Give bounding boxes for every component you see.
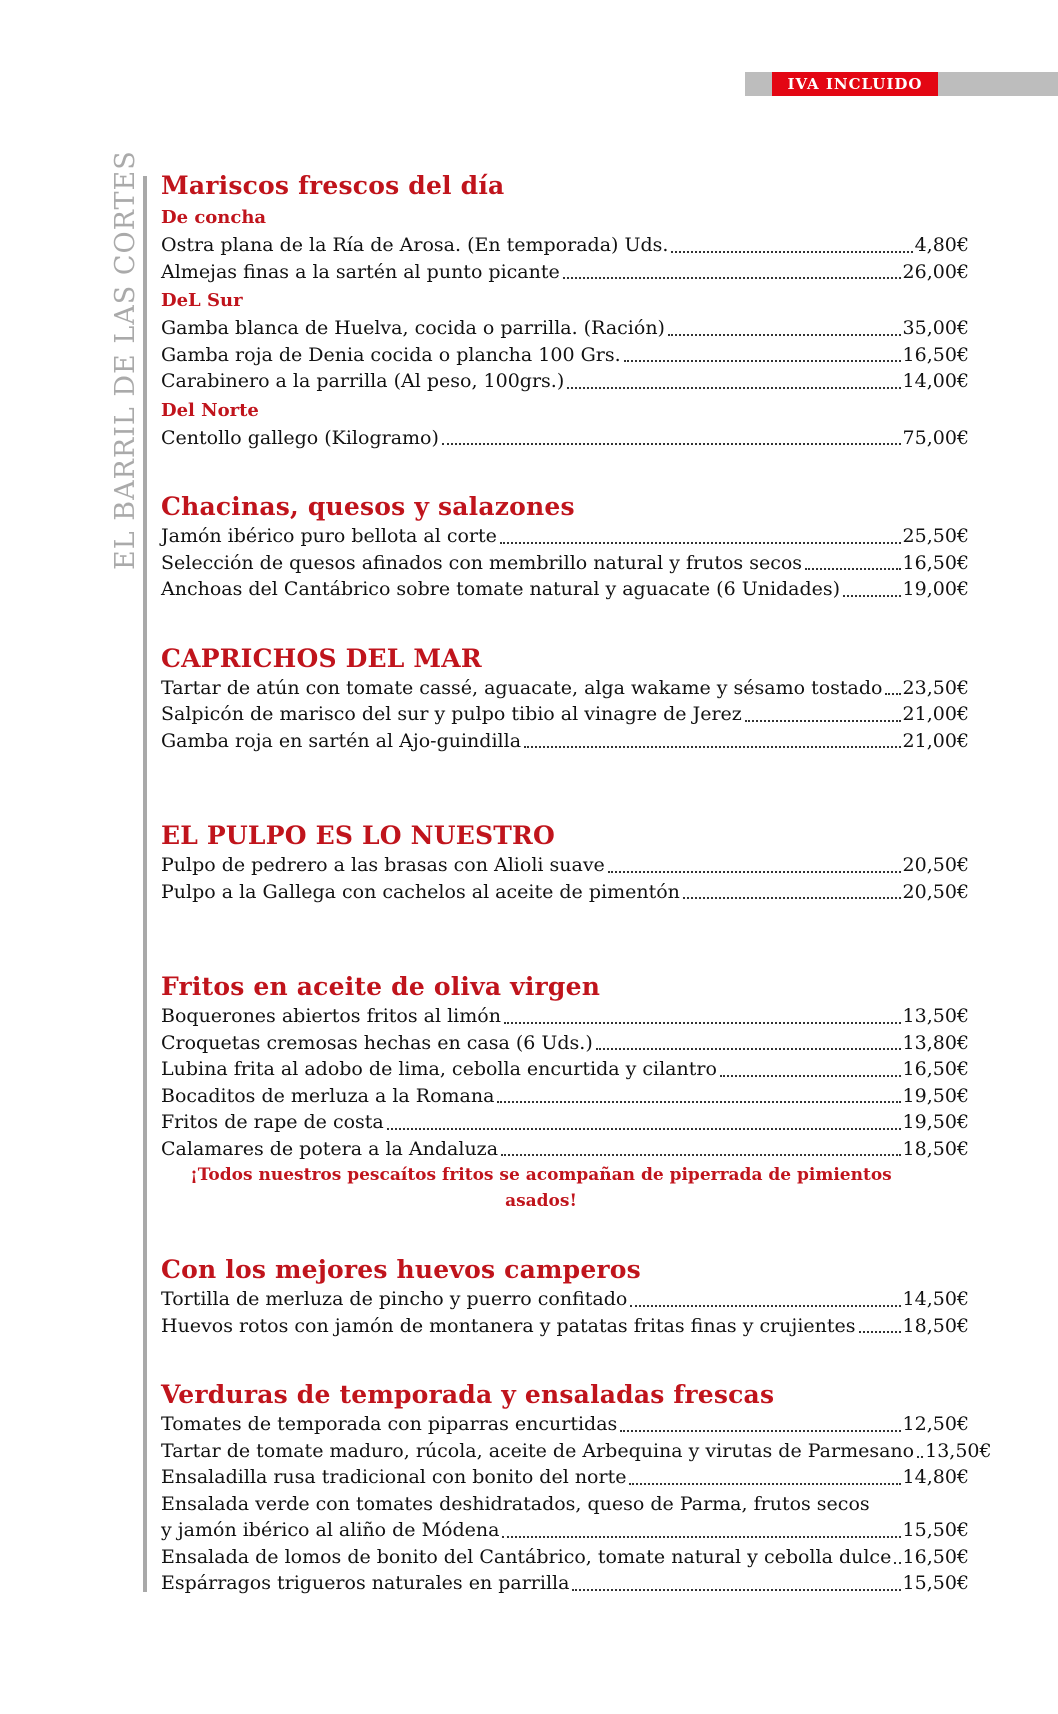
- menu-item-price: 13,80€: [902, 1031, 969, 1054]
- menu-item: [161, 879, 969, 906]
- menu-item-name: Anchoas del Cantábrico sobre tomate natural y aguacate (6 Unidades): [161, 578, 841, 600]
- leader-dots: [624, 360, 901, 362]
- menu-item-name: Calamares de potera a la Andaluza: [161, 1137, 499, 1160]
- menu-item-price: 21,00€: [902, 729, 969, 752]
- menu-item-name: Gamba roja en sartén al Ajo-guindilla: [161, 729, 522, 752]
- menu-item-name: Almejas finas a la sartén al punto picante: [161, 260, 560, 283]
- menu-item-price: 18,50€: [902, 1137, 969, 1160]
- menu-item-price: 19,50€: [902, 1084, 969, 1107]
- menu-item: [161, 232, 969, 259]
- menu-item: [161, 1030, 969, 1057]
- menu-item: [161, 576, 969, 603]
- section-title-pulpo: EL PULPO ES LO NUESTRO: [161, 821, 555, 850]
- menu-item-price: 14,00€: [902, 370, 969, 392]
- list-huevos: [161, 1286, 969, 1339]
- menu-item: [161, 1056, 969, 1083]
- menu-item-name: Tartar de atún con tomate cassé, aguacate, alga wakame y sésamo tostado: [161, 676, 883, 699]
- menu-item: [161, 1411, 969, 1438]
- subsection-norte: Del Norte: [161, 399, 259, 421]
- menu-item: [161, 1544, 969, 1571]
- subsection-concha: De concha: [161, 207, 267, 228]
- list-chacinas: [161, 523, 969, 603]
- menu-item: [161, 852, 969, 879]
- list-sur: [161, 315, 969, 395]
- menu-item-price: 25,50€: [902, 525, 969, 547]
- leader-dots: [500, 542, 901, 544]
- leader-dots: [608, 871, 901, 873]
- menu-item-name: Tartar de tomate maduro, rúcola, aceite de Arbequina y virutas de Parmesano: [161, 1439, 915, 1462]
- section-title-verduras: Verduras de temporada y ensaladas frescas: [161, 1380, 775, 1409]
- leader-dots: [567, 387, 900, 389]
- menu-item: [161, 675, 969, 702]
- leader-dots: [501, 1154, 900, 1156]
- leader-dots: [387, 1128, 901, 1130]
- leader-dots: [683, 897, 901, 899]
- menu-item-name: Salpicón de marisco del sur y pulpo tibio al vinagre de Jerez: [161, 703, 742, 725]
- menu-body: [161, 170, 992, 1597]
- menu-item: [161, 523, 969, 550]
- leader-dots: [620, 1430, 900, 1432]
- menu-item-price: 20,50€: [902, 854, 969, 876]
- menu-item-price: 16,50€: [902, 1545, 969, 1568]
- vertical-restaurant-title: EL BARRIL DE LAS CORTES: [110, 150, 141, 570]
- section-title-huevos: Con los mejores huevos camperos: [161, 1255, 641, 1284]
- leader-dots: [668, 334, 901, 336]
- menu-item-price: 16,50€: [902, 343, 969, 366]
- leader-dots: [524, 746, 900, 748]
- menu-item: [161, 259, 969, 286]
- menu-item-price: 4,80€: [914, 234, 969, 256]
- menu-item-name: Selección de quesos afinados con membrillo natural y frutos secos: [161, 551, 803, 574]
- subsection-sur: DeL Sur: [161, 290, 243, 311]
- leader-dots: [745, 720, 901, 722]
- menu-item-name: y jamón ibérico al aliño de Módena: [161, 1519, 500, 1541]
- menu-item: [161, 701, 969, 728]
- menu-item-price: 13,50€: [925, 1439, 992, 1462]
- menu-item-price: 16,50€: [902, 1058, 969, 1080]
- menu-item: [161, 315, 969, 342]
- menu-item-price: 14,50€: [902, 1288, 969, 1310]
- menu-item-name: Jamón ibérico puro bellota al corte: [161, 525, 497, 547]
- section-title-caprichos: CAPRICHOS DEL MAR: [161, 643, 482, 673]
- leader-dots: [596, 1048, 901, 1050]
- menu-item: [161, 1136, 969, 1163]
- menu-item-price: 16,50€: [902, 551, 969, 574]
- menu-item-name: Carabinero a la parrilla (Al peso, 100grs.): [161, 370, 565, 392]
- section-title-chacinas: Chacinas, quesos y salazones: [161, 492, 575, 521]
- iva-badge: IVA INCLUIDO: [772, 72, 938, 96]
- menu-item-price: 13,50€: [902, 1005, 969, 1027]
- menu-item-name: Pulpo a la Gallega con cachelos al aceite de pimentón: [161, 880, 680, 903]
- list-caprichos: [161, 675, 969, 755]
- menu-item: [161, 425, 969, 452]
- menu-item-price: 18,50€: [902, 1314, 969, 1337]
- menu-item-name: Gamba blanca de Huelva, cocida o parrilla. (Ración): [161, 317, 665, 339]
- menu-item: [161, 728, 969, 755]
- menu-item-price: 23,50€: [902, 676, 969, 699]
- menu-item-price: 75,00€: [902, 426, 969, 449]
- leader-dots: [805, 568, 900, 570]
- fritos-note-line-2: asados!: [505, 1191, 577, 1211]
- list-concha: [161, 232, 969, 285]
- menu-item-name: Pulpo de pedrero a las brasas con Alioli suave: [161, 854, 605, 876]
- menu-item: [161, 342, 969, 369]
- leader-dots: [859, 1331, 901, 1333]
- menu-item: [161, 1003, 969, 1030]
- leader-dots: [885, 693, 900, 695]
- list-fritos: [161, 1003, 969, 1162]
- leader-dots: [563, 277, 901, 279]
- menu-item-name: Ensaladilla rusa tradicional con bonito del norte: [161, 1466, 627, 1488]
- section-title-fritos: Fritos en aceite de oliva virgen: [161, 972, 601, 1001]
- leader-dots: [629, 1483, 900, 1485]
- menu-item-name: Gamba roja de Denia cocida o plancha 100 Grs.: [161, 343, 621, 366]
- fritos-note-line-1: ¡Todos nuestros pescaítos fritos se acompañan de piperrada de pimientos: [190, 1165, 892, 1185]
- menu-item: [161, 1438, 992, 1465]
- menu-item-name: Fritos de rape de costa: [161, 1111, 384, 1133]
- menu-item-price: 14,80€: [902, 1466, 969, 1488]
- menu-item-name: Huevos rotos con jamón de montanera y patatas fritas finas y crujientes: [161, 1314, 856, 1337]
- leader-dots: [917, 1456, 923, 1458]
- menu-item-name: Tomates de temporada con piparras encurtidas: [161, 1413, 618, 1435]
- leader-dots: [572, 1589, 900, 1591]
- menu-item-name: Tortilla de merluza de pincho y puerro confitado: [161, 1288, 628, 1310]
- menu-item-name: Ensalada de lomos de bonito del Cantábrico, tomate natural y cebolla dulce: [161, 1545, 892, 1568]
- menu-item-price: 26,00€: [902, 260, 969, 283]
- menu-item-name: Espárragos trigueros naturales en parrilla: [161, 1572, 570, 1594]
- menu-item-name: Ostra plana de la Ría de Arosa. (En temporada) Uds.: [161, 234, 669, 256]
- menu-item: [161, 368, 969, 395]
- leader-dots: [894, 1562, 900, 1564]
- menu-item: [161, 1286, 969, 1313]
- menu-item: [161, 1313, 969, 1340]
- menu-item: [161, 1464, 969, 1491]
- menu-item: [161, 550, 969, 577]
- leader-dots: [442, 443, 901, 445]
- list-verduras: [161, 1411, 992, 1491]
- menu-item-price: 19,50€: [902, 1111, 969, 1133]
- leader-dots: [502, 1536, 900, 1538]
- menu-item-price: 19,00€: [902, 578, 969, 600]
- menu-item-price: 35,00€: [902, 317, 969, 339]
- menu-item-price: 21,00€: [902, 703, 969, 725]
- menu-item-price: 15,50€: [902, 1572, 969, 1594]
- menu-item: [161, 1570, 969, 1597]
- list-pulpo: [161, 852, 969, 905]
- section-title-mariscos: Mariscos frescos del día: [161, 171, 505, 200]
- menu-item: [161, 1491, 969, 1518]
- leader-dots: [720, 1075, 901, 1077]
- list-verduras-after: [161, 1544, 969, 1597]
- leader-dots: [630, 1305, 900, 1307]
- menu-item-name: Lubina frita al adobo de lima, cebolla encurtida y cilantro: [161, 1058, 717, 1080]
- menu-item-name: Centollo gallego (Kilogramo): [161, 426, 439, 449]
- leader-dots: [671, 251, 912, 253]
- leader-dots: [497, 1101, 900, 1103]
- menu-item-name: Bocaditos de merluza a la Romana: [161, 1084, 495, 1107]
- vertical-divider: [143, 176, 147, 1592]
- menu-item-name: Ensalada verde con tomates deshidratados, queso de Parma, frutos secos: [161, 1492, 870, 1515]
- menu-item: [161, 1517, 969, 1544]
- leader-dots: [843, 595, 900, 597]
- menu-item: [161, 1083, 969, 1110]
- menu-item: [161, 1109, 969, 1136]
- menu-item-name: Boquerones abiertos fritos al limón: [161, 1005, 501, 1027]
- list-norte: [161, 425, 969, 452]
- leader-dots: [504, 1022, 901, 1024]
- menu-item-price: 15,50€: [902, 1519, 969, 1541]
- menu-item-price: 20,50€: [902, 880, 969, 903]
- menu-item-name: Croquetas cremosas hechas en casa (6 Uds.): [161, 1031, 593, 1054]
- menu-item-price: 12,50€: [902, 1413, 969, 1435]
